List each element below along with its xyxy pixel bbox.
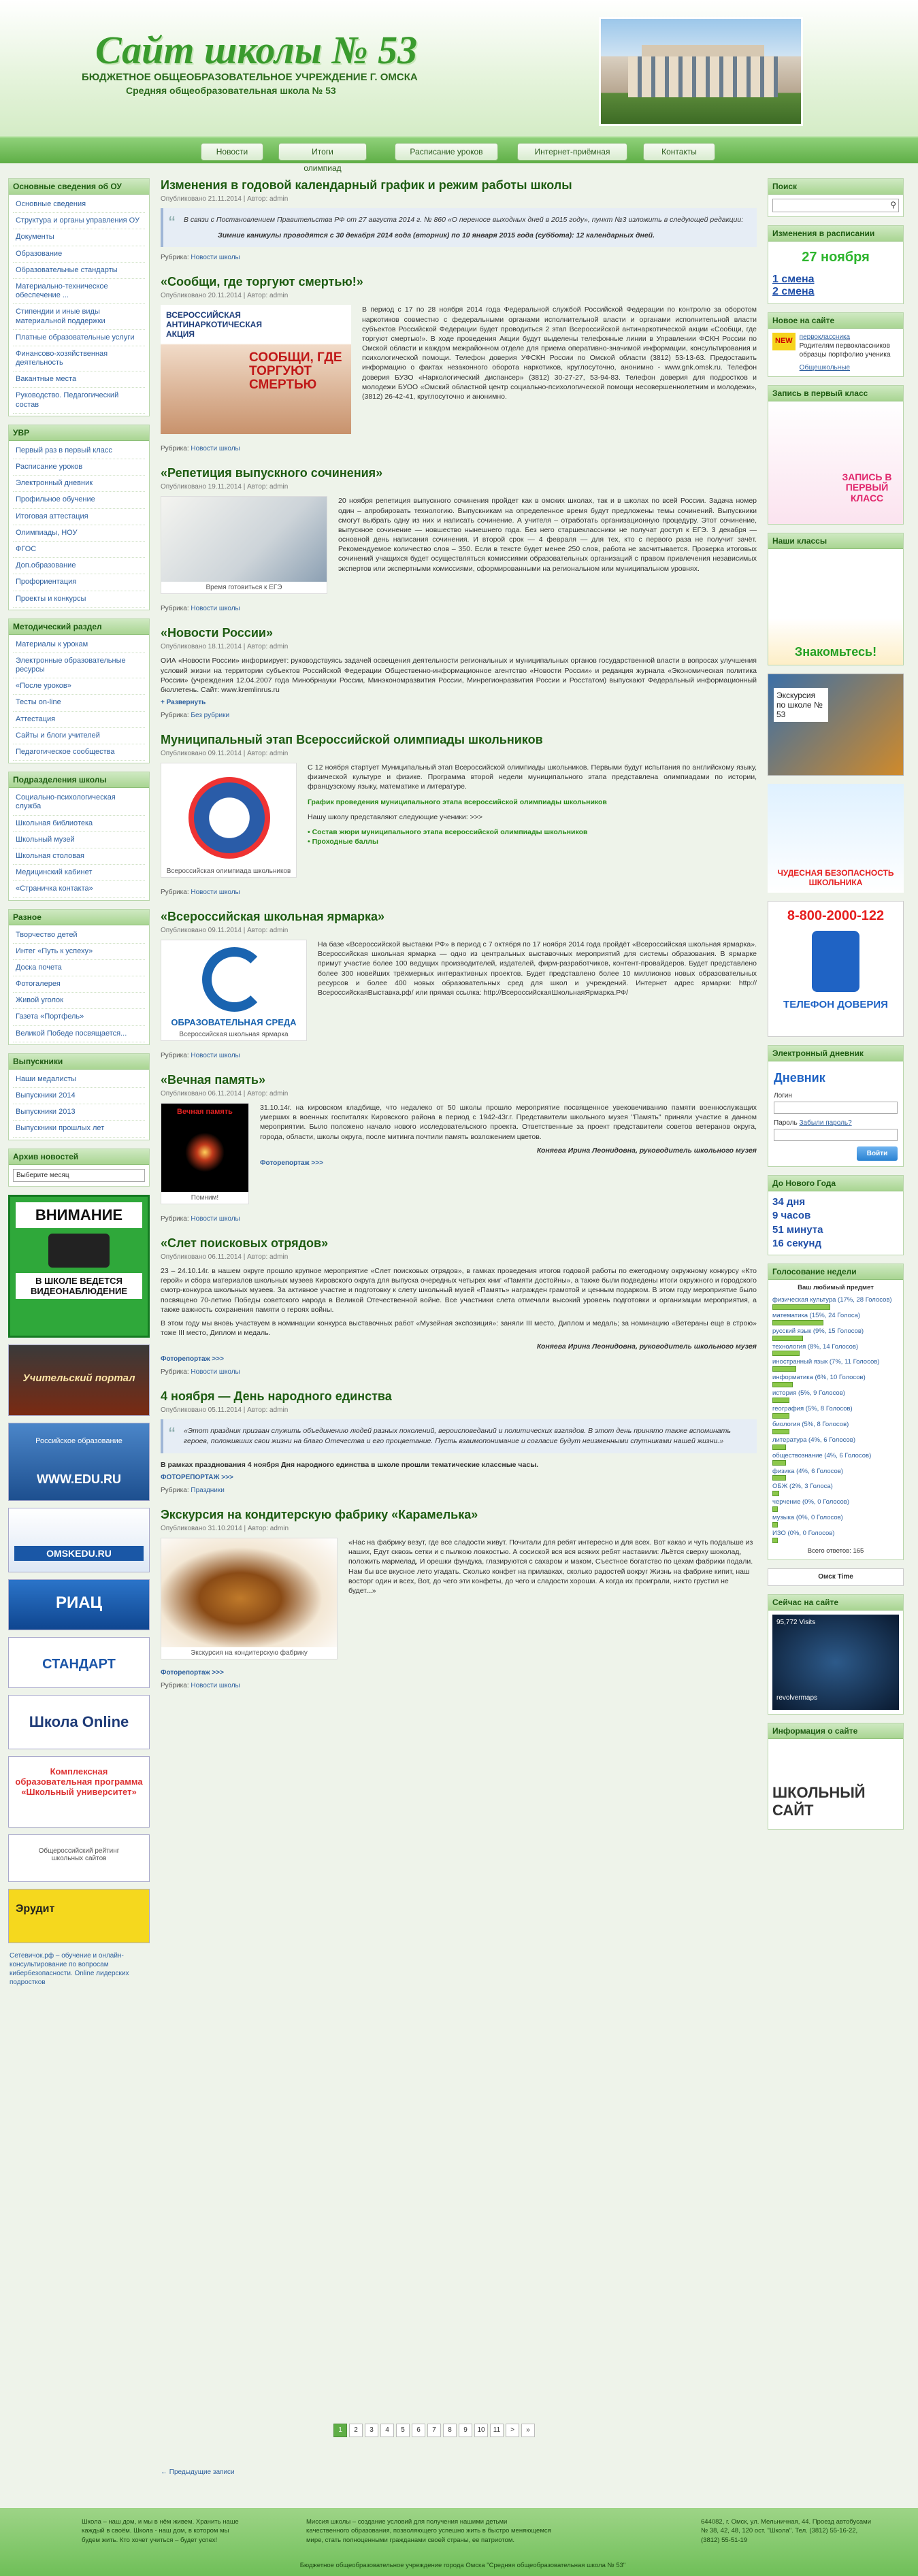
post-image[interactable]: Вечная память Помним!	[161, 1103, 249, 1204]
site-info-title: Информация о сайте	[768, 1723, 903, 1739]
menu-item[interactable]: Сайты и блоги учителей	[13, 728, 145, 744]
archive-title: Архив новостей	[9, 1149, 149, 1165]
post-title[interactable]: Муниципальный этап Всероссийской олимпиады школьников	[161, 733, 543, 747]
poll-option-bar	[772, 1351, 800, 1356]
poll-option-label: математика (15%, 24 Голоса)	[772, 1311, 861, 1319]
banner-rosobr-text: Российское образование	[35, 1436, 122, 1445]
menu-item[interactable]: Материально-техническое обеспечение ...	[13, 279, 145, 304]
poll-option-bar	[772, 1538, 778, 1543]
poll-option-label: ИЗО (0%, 0 Голосов)	[772, 1530, 835, 1537]
right-sidebar	[768, 178, 904, 1838]
post-rubric: Рубрика: Новости школы	[161, 605, 240, 613]
login-button[interactable]: Войти	[857, 1146, 898, 1161]
post-image[interactable]: ВСЕРОССИЙСКАЯ АНТИНАРКОТИЧЕСКАЯ АКЦИЯ СООБЩИ, ГДЕ ТОРГУЮТ СМЕРТЬЮ	[161, 305, 351, 434]
post-text-2: В этом году мы вновь участвуем в номинации конкурса выставочных работ «Музейная экспозиция»: заняли III место, Диплом и медаль; за номинацию «Ветераны еще в строю» тоже III место, Диплом и медаль.	[161, 1319, 757, 1338]
footer-mission: Миссия школы – создание условий для получения нашими детьми качественного образования, позволяющего успешно жить в быстро меняющемся мире, стать полноценными гражданами своей страны, ее патриотом.	[306, 2518, 551, 2544]
forgot-password-link[interactable]: Забыли пароль?	[799, 1119, 852, 1127]
countdown-seconds: 16 секунд	[772, 1237, 821, 1249]
search-box	[768, 178, 904, 217]
classes-title: Наши классы	[768, 533, 903, 549]
menu-item[interactable]: Финансово-хозяйственная деятельность	[13, 346, 145, 371]
menu-uvr-title: УВР	[9, 425, 149, 441]
poll-option-label: биология (5%, 8 Голосов)	[772, 1420, 849, 1428]
poll-option-bar	[772, 1444, 786, 1450]
post-text: ОИА «Новости России» информирует: руководствуясь задачей освещения деятельности региональных и муниципальных органов государственной власти в вопросах улучшения условий жизни на территории субъектов Российской Федерации Общественно-информационное агентство «Новости России» и редакция журнала «Экономическая политика России» (учреждения 12.04.2007 года Минобрнауки России, Минэкономразвития России, Минрегионразвития России и Росстатом) выпускают Федеральный информационный бюллетень. Сайт: www.kremlinrus.ru	[161, 657, 757, 694]
visitor-map[interactable]: 95,772 Visits revolvermaps	[772, 1615, 899, 1710]
post-text: «Нас на фабрику везут, где все сладости живут. Почитали для ребят интересно и для всех. Вот какао и чуть подальше из наших, Едут сквозь сетки и с пылкою ловкостью. А сосиской вся вся всяких ребят наставили: Льётся сверху шоколад, положить мармелад, И орешки фундука, глазируются с сахаром и маком, Съестное богатство по цехам фабрики подали. Нам бы все вкусное лето угадать. Сколько конфет на прилавках, сколько радостей вокруг Жизнь на фабрике кипит, наш восторг один и всех, Вот, до чего эти конфеты, до чего и сладости хороши. А когда их проиграли, никто грустил не будет...»	[348, 1538, 753, 1595]
diary-title: Электронный дневник	[768, 1046, 903, 1061]
new-year-title: До Нового Года	[768, 1176, 903, 1191]
banner-erudit-text: Эрудит	[16, 1902, 55, 1915]
post-meta: Опубликовано 09.11.2014 | Автор: admin	[161, 927, 289, 935]
photo-report-link[interactable]: Фоторепортаж >>>	[161, 1355, 224, 1364]
poll-option-bar	[772, 1398, 789, 1403]
post-text: В период с 17 по 28 ноября 2014 года Федеральной службой Российской Федерации по контролю за оборотом наркотиков совместно с федеральными органами исполнительной власти и органами исполнительной власти субъектов Российской Федерации будет проводиться 2 этап Всероссийской антинаркотической акции «Сообщи, где торгуют смертью!». В ходе проведения Акции будут выделены телефонные линии в Управлении ФСКН России по Омской области и каждом межрайонном отделе для приема оперативно-значимой информации, консультирования и психологической помощи. Телефон доверия УФСКН России по Омской области (3812) 53-13-63. Предоставить информацию о фактах незаконного оборота наркотиков, круглосуточно, анонимно - www.gnk.omsk.ru. Телефон доверия БУЗО «Наркологический диспансер» (3812) 30-27-27, 53-94-83. Телефон доверия для подростков и молодежи БУОО «Омский областной центр социально-психологической помощи несовершеннолетним и молодежи», (3812) 26-42-41, круглосуточно и анонимно.	[362, 306, 757, 401]
poll-option	[772, 1389, 899, 1403]
menu-item[interactable]: Электронный дневник	[13, 476, 145, 492]
poll-option-bar	[772, 1522, 778, 1528]
menu-item[interactable]: Платные образовательные услуги	[13, 330, 145, 346]
post-quote: “ В связи с Постановлением Правительства РФ от 27 августа 2014 г. № 860 «О переносе выходных дней в 2015 году», пункт №3 изложить в следующей редакции: Зимние каникулы проводятся с 30 декабря 2014 года (вторник) по 10 января 2015 года (суббота): 12 календарных дней.	[161, 208, 757, 247]
poll-option-label: обществознание (4%, 6 Голосов)	[772, 1451, 872, 1459]
post	[161, 1508, 757, 1689]
menu-item[interactable]: Материалы к урокам	[13, 637, 145, 653]
poll-option-label: музыка (0%, 0 Голосов)	[772, 1514, 843, 1522]
post-meta: Опубликовано 09.11.2014 | Автор: admin	[161, 750, 289, 758]
login-input[interactable]	[774, 1102, 898, 1114]
poll-option-bar	[772, 1366, 796, 1372]
poll-option-bar	[772, 1475, 786, 1481]
poll-title: Голосование недели	[768, 1264, 903, 1280]
education-logo-icon	[202, 947, 267, 1012]
menu-item[interactable]: Итоговая аттестация	[13, 509, 145, 525]
nav-contacts[interactable]: Контакты	[643, 143, 715, 161]
search-title: Поиск	[768, 179, 903, 195]
menu-item[interactable]: Руководство. Педагогический состав	[13, 388, 145, 413]
nav-news[interactable]: Новости	[201, 143, 263, 161]
post	[161, 275, 757, 452]
post-meta: Опубликовано 19.11.2014 | Автор: admin	[161, 483, 289, 491]
photo-report-link[interactable]: ФОТОРЕПОРТАЖ >>>	[161, 1473, 233, 1481]
site-footer	[0, 2508, 918, 2576]
site-info-box	[768, 1723, 904, 1830]
menu-item[interactable]: Школьный музей	[13, 832, 145, 848]
poll-option-label: ОБЖ (2%, 3 Голоса)	[772, 1483, 833, 1491]
menu-about-title: Основные сведения об ОУ	[9, 179, 149, 195]
olympiad-logo-icon	[188, 777, 270, 859]
classes-box	[768, 533, 904, 665]
search-icon[interactable]: ⚲	[890, 200, 896, 210]
page-link[interactable]: 10	[474, 2424, 488, 2437]
expand-link[interactable]: + Развернуть	[161, 699, 206, 707]
post-meta: Опубликовано 18.11.2014 | Автор: admin	[161, 643, 289, 651]
countdown-days: 34 дня	[772, 1196, 806, 1208]
schedule-shift-1[interactable]: 1 смена	[772, 274, 815, 285]
post-text-2: Нашу школу представляют следующие ученики: >>>	[308, 812, 483, 821]
post-rubric: Рубрика: Новости школы	[161, 889, 240, 897]
poll-option-bar	[772, 1336, 803, 1341]
banner-teacher[interactable]	[8, 1344, 150, 1416]
left-sidebar	[8, 178, 150, 1988]
post	[161, 1236, 757, 1376]
menu-item[interactable]: Проекты и конкурсы	[13, 591, 145, 608]
countdown-hours: 9 часов	[772, 1210, 811, 1222]
banner-riac[interactable]	[8, 1579, 150, 1630]
post-meta: Опубликовано 05.11.2014 | Автор: admin	[161, 1406, 289, 1415]
poll-option	[772, 1405, 899, 1419]
poll-option	[772, 1421, 899, 1434]
menu-about	[8, 178, 150, 416]
post-signature: Коняева Ирина Леонидовна, руководитель школьного музея	[536, 1342, 757, 1351]
new-year-box	[768, 1175, 904, 1255]
menu-item[interactable]: Выпускники прошлых лет	[13, 1121, 145, 1137]
page-link[interactable]: 6	[412, 2424, 425, 2437]
photo-report-link[interactable]: Фоторепортаж >>>	[260, 1159, 323, 1167]
new-item[interactable]: Родителям первоклассников	[799, 342, 890, 350]
banner-rosobr[interactable]	[8, 1423, 150, 1501]
menu-item[interactable]: «После уроков»	[13, 678, 145, 695]
post-image[interactable]: Время готовиться к ЕГЭ	[161, 496, 327, 594]
post-meta: Опубликовано 06.11.2014 | Автор: admin	[161, 1090, 289, 1098]
post-rubric: Рубрика: Новости школы	[161, 1215, 240, 1223]
post-title[interactable]: «Новости России»	[161, 626, 273, 640]
post	[161, 466, 757, 612]
password-input[interactable]	[774, 1129, 898, 1141]
menu-item[interactable]: Газета «Портфель»	[13, 1009, 145, 1025]
banner-edu-text: WWW.EDU.RU	[37, 1472, 121, 1486]
poll-option-label: иностранный язык (7%, 11 Голосов)	[772, 1358, 880, 1366]
poll-option-bar	[772, 1382, 793, 1387]
post	[161, 733, 757, 896]
menu-item[interactable]: Расписание уроков	[13, 459, 145, 476]
banner-erudit[interactable]	[8, 1889, 150, 1943]
poll-option-label: литература (4%, 6 Голосов)	[772, 1436, 856, 1444]
post-rubric: Рубрика: Новости школы	[161, 1681, 240, 1689]
menu-item[interactable]: Тесты on-line	[13, 695, 145, 711]
menu-item[interactable]: Педагогическое сообщества	[13, 744, 145, 761]
new-on-site-box	[768, 312, 904, 377]
safety-banner[interactable]: ЧУДЕСНАЯ БЕЗОПАСНОСТЬ ШКОЛЬНИКА	[768, 784, 904, 893]
school-building-photo	[599, 17, 803, 126]
post-link[interactable]: График проведения муниципального этапа всероссийской олимпиады школьников	[308, 797, 607, 806]
post-text: 20 ноября репетиция выпускного сочинения пройдет как в омских школах, так и в школах по всей России. Задача номер один – апробировать технологию. Выпускникам на определенное время будут предложены темы сочинений. Выпускники смогут выбрать одну из них и написать сочинение. А учителя – отработать организационную процедуру. Этот сочинение, выпускное сочинение — новшество нынешнего года. Без него старшеклассники не получат доступ к ЕГЭ. 3 декабря — основной день написания сочинения. И второй срок — 4 февраля — для тех, кто с первого раза не получит зачёт. Рекомендуемое количество слов – 350. Если в тексте будет менее 250 слов, работа не засчитывается. Проверка итоговых сочинений учащихся будет осуществляться комиссиями образовательных организаций с правом привлечения независимых экспертов или экспертными комиссиями, сформированными на региональном или муниципальном уровнях.	[338, 497, 757, 573]
banner-rating[interactable]	[8, 1834, 150, 1882]
diary-brand: Дневник	[774, 1071, 825, 1085]
password-label: Пароль	[774, 1119, 798, 1127]
menu-item[interactable]: Структура и органы управления ОУ	[13, 213, 145, 229]
poll-option-bar	[772, 1506, 778, 1512]
poll-option	[772, 1358, 899, 1372]
menu-item[interactable]: ФГОС	[13, 542, 145, 558]
menu-item[interactable]: Доска почета	[13, 960, 145, 976]
menu-divisions	[8, 772, 150, 900]
post-title[interactable]: «Сообщи, где торгуют смертью!»	[161, 275, 363, 289]
poll-option	[772, 1468, 899, 1481]
menu-item[interactable]: «Страничка контакта»	[13, 881, 145, 897]
banner-video[interactable]	[8, 1195, 150, 1338]
post	[161, 1389, 757, 1494]
main-content	[161, 178, 757, 1703]
prev-posts-link[interactable]: ← Предыдущие записи	[161, 2468, 235, 2476]
omsk-time-widget[interactable]: Омск Time	[768, 1568, 904, 1586]
poll-option-bar	[772, 1429, 789, 1434]
post-link[interactable]: • Проходные баллы	[308, 838, 378, 846]
menu-item[interactable]: Творчество детей	[13, 927, 145, 944]
menu-divisions-title: Подразделения школы	[9, 772, 149, 788]
archive-box	[8, 1149, 150, 1187]
menu-method-title: Методический раздел	[9, 619, 149, 635]
banner-online-text: Школа Online	[29, 1713, 129, 1730]
menu-item[interactable]: Профильное обучение	[13, 492, 145, 508]
post-image[interactable]: Всероссийская олимпиада школьников	[161, 763, 297, 878]
excursion-banner[interactable]: Экскурсия по школе № 53	[768, 674, 904, 776]
post-quote: “ «Этот праздник призван служить объединению людей разных поколений, вероисповеданий и политических взглядов. В этот день принято также вспоминать героев, положивших свои жизни на благо Отечества и его процветание. Пусть взаимопонимание и согласие будут неизменными спутниками нашей жизни.»	[161, 1419, 757, 1453]
page-last[interactable]: »	[521, 2424, 535, 2437]
poll-option	[772, 1452, 899, 1466]
menu-item[interactable]: Стипендии и иные виды материальной поддержки	[13, 304, 145, 329]
trust-phone-banner[interactable]: 8-800-2000-122 ТЕЛЕФОН ДОВЕРИЯ	[768, 901, 904, 1037]
post-image[interactable]: Экскурсия на кондитерскую фабрику	[161, 1538, 338, 1659]
banner-online[interactable]	[8, 1695, 150, 1749]
banner-omskedu[interactable]	[8, 1508, 150, 1572]
menu-item[interactable]: Олимпиады, НОУ	[13, 525, 145, 542]
schedule-changes-box	[768, 225, 904, 304]
footer-motto: Школа – наш дом, и мы в нём живем. Хранить наше каждый в своём. Школа - наш дом, в котором мы будем жить. Кто хочет учиться – будет успех!	[82, 2518, 239, 2544]
post-meta: Опубликовано 20.11.2014 | Автор: admin	[161, 292, 289, 300]
post-title[interactable]: Изменения в годовой календарный график и режим работы школы	[161, 178, 572, 192]
enroll-title: Запись в первый класс	[768, 386, 903, 401]
countdown-minutes: 51 минута	[772, 1223, 823, 1236]
banner-fgos-text: СТАНДАРТ	[42, 1656, 116, 1672]
post-text: 31.10.14г. на кировском кладбище, что недалеко от 50 школы прошло мероприятие посвященное увековечиванию памяти военнослужащих умерших в военных госпиталях Кировского района в период с 1942-43г.г. Представители школьного музея "Память" приняли участие в данном мероприятии. Было положено начало нового исследовательского проекта. Ответственные за проект представители советов ветеранов округа, города, области, школы округа, после митинга почтили память возложением цветов.	[260, 1104, 757, 1141]
poll-option	[772, 1374, 899, 1387]
classes-banner[interactable]: Знакомьтесь!	[768, 549, 903, 665]
page-link[interactable]: 2	[349, 2424, 363, 2437]
menu-item[interactable]: Доп.образование	[13, 558, 145, 574]
nav-schedule[interactable]: Расписание уроков	[395, 143, 498, 161]
page-link[interactable]: 5	[396, 2424, 410, 2437]
menu-item[interactable]: Профориентация	[13, 574, 145, 591]
post	[161, 626, 757, 719]
footer-copyright: Бюджетное общеобразовательное учреждение города Омска "Средняя общеобразовательная школа № 53"	[299, 2562, 626, 2569]
enroll-banner[interactable]: ЗАПИСЬ В ПЕРВЫЙ КЛАСС	[768, 401, 903, 524]
post-title[interactable]: «Всероссийская школьная ярмарка»	[161, 910, 385, 924]
menu-item[interactable]: Электронные образовательные ресурсы	[13, 653, 145, 678]
menu-item[interactable]: Фотогалерея	[13, 976, 145, 993]
photo-report-link[interactable]: Фоторепортаж >>>	[161, 1668, 224, 1677]
search-input[interactable]	[772, 199, 899, 212]
banner-rating-text: Общероссийский рейтинг школьных сайтов	[38, 1847, 120, 1862]
menu-misc-title: Разное	[9, 910, 149, 925]
poll-option-label: физическая культура (17%, 28 Голосов)	[772, 1295, 892, 1304]
post-text: 23 – 24.10.14г. в нашем округе прошло крупное мероприятие «Слет поисковых отрядов», в rамках проведения итогов годовой работы по ежегодному окружному конкурсу «Кто герой» и сбора материалов школьных музеев Кировского округа для выпуска очередных четырех книг «Памяти достойны», а также были подведены итоги окружного и городского смотр-конкурса школьных музеев. За активное участие и подготовку к слету школьный музей «Память» награжден грамотой и ценным подарком. В этом году мероприятие было посвящено 70-летию Победы советского народа в Великой Отечественной войне. Все участники слета отмечали высокий уровень подготовки и организации мероприятия, а также важность сохранения памяти о героях войны.	[161, 1267, 757, 1314]
poll-box	[768, 1264, 904, 1560]
enroll-box	[768, 385, 904, 525]
menu-item[interactable]: Основные сведения	[13, 197, 145, 213]
online-box	[768, 1594, 904, 1715]
camera-icon	[48, 1234, 110, 1268]
poll-option	[772, 1312, 899, 1325]
page-next[interactable]: >	[506, 2424, 519, 2437]
site-subtitle: БЮДЖЕТНОЕ ОБЩЕОБРАЗОВАТЕЛЬНОЕ УЧРЕЖДЕНИЕ Г. ОМСКА	[82, 71, 418, 83]
site-title[interactable]: Сайт школы № 53	[95, 28, 418, 72]
post-rubric: Рубрика: Без рубрики	[161, 712, 230, 720]
pagination	[333, 2424, 535, 2437]
post-text: В рамках празднования 4 ноября Дня народного единства в школе прошли тематические классные часы.	[161, 1460, 539, 1469]
new-on-site-title: Новое на сайте	[768, 313, 903, 329]
menu-graduates-title: Выпускники	[9, 1054, 149, 1070]
post-signature: Коняева Ирина Леонидовна, руководитель школьного музея	[536, 1146, 757, 1155]
poll-option	[772, 1436, 899, 1450]
post-image[interactable]: ОБРАЗОВАТЕЛЬНАЯ СРЕДА Всероссийская школьная ярмарка	[161, 940, 307, 1041]
page-link[interactable]: 11	[490, 2424, 504, 2437]
poll-option	[772, 1498, 899, 1512]
poll-option-bar	[772, 1304, 830, 1310]
menu-item[interactable]: Образовательные стандарты	[13, 263, 145, 279]
poll-option-label: география (5%, 8 Голосов)	[772, 1405, 853, 1413]
menu-item[interactable]: Школьная столовая	[13, 848, 145, 865]
new-item[interactable]: Общешкольные	[799, 364, 851, 371]
diary-box	[768, 1045, 904, 1167]
post	[161, 178, 757, 261]
new-item[interactable]: образцы портфолио ученика	[799, 351, 891, 359]
poll-option-label: информатика (6%, 10 Голосов)	[772, 1374, 866, 1382]
post-title[interactable]: «Вечная память»	[161, 1073, 266, 1087]
menu-item[interactable]: Социально-психологическая служба	[13, 790, 145, 815]
poll-option-label: русский язык (9%, 15 Голосов)	[772, 1327, 864, 1335]
poll-option	[772, 1514, 899, 1528]
post-title[interactable]: Экскурсия на кондитерскую фабрику «Карамелька»	[161, 1507, 478, 1521]
post-rubric: Рубрика: Новости школы	[161, 1368, 240, 1376]
page-link[interactable]: 8	[443, 2424, 457, 2437]
poll-option-bar	[772, 1460, 786, 1466]
page-link[interactable]: 1	[333, 2424, 347, 2437]
nav-olympiads[interactable]: Итоги олимпиад	[278, 143, 367, 161]
poll-option-label: черчение (0%, 0 Голосов)	[772, 1498, 849, 1506]
banner-omskedu-text: OMSKEDU.RU	[14, 1546, 144, 1561]
menu-item[interactable]: Выпускники 2013	[13, 1104, 145, 1121]
menu-item[interactable]: Аттестация	[13, 712, 145, 728]
nav-reception[interactable]: Интернет-приёмная	[517, 143, 627, 161]
site-info-banner[interactable]: ШКОЛЬНЫЙ САЙТ	[772, 1783, 866, 1819]
menu-item[interactable]: Выпускники 2014	[13, 1088, 145, 1104]
post-rubric: Рубрика: Праздники	[161, 1486, 225, 1494]
page-link[interactable]: 4	[380, 2424, 394, 2437]
banner-riac-text: РИАЦ	[55, 1593, 103, 1612]
poll-option-bar	[772, 1320, 823, 1325]
footer-address: 644082, г. Омск, ул. Мельничная, 44. Проезд автобусами № 38, 42, 48, 120 ост. "Школа". Тел. (3812) 55-16-22, (3812) 55-51-19	[701, 2518, 872, 2544]
menu-item[interactable]: Наши медалисты	[13, 1072, 145, 1088]
menu-method	[8, 618, 150, 764]
online-title: Сейчас на сайте	[768, 1595, 903, 1611]
banner-fgos[interactable]	[8, 1637, 150, 1688]
poll-total: Всего ответов: 165	[807, 1547, 864, 1555]
post-meta: Опубликовано 21.11.2014 | Автор: admin	[161, 195, 289, 203]
menu-item[interactable]: Документы	[13, 229, 145, 246]
menu-item[interactable]: Интег «Путь к успеху»	[13, 944, 145, 960]
banner-setevichok[interactable]: Сетевичок.рф – обучение и онлайн-консультирование по вопросам кибербезопасности. Online лидерских подростков	[10, 1951, 129, 1986]
menu-graduates	[8, 1053, 150, 1140]
post-text: На базе «Всероссийской выставки РФ» в период с 7 октября по 17 ноября 2014 года пройдёт «Всероссийская школьная ярмарка». Всероссийская школьная ярмарка — одно из центральных выставочных мероприятий для системы образования. В ярмарке примут участие более 100 ведущих производителей, издателей, фирм-разработчиков, контент-провайдеров. Будет представлено более 300 новейших трёхмерных интерактивных проектов. Будет представлено более 10 миллионов новых образовательных ресурсов и более 400 новых образовательных сред для школ и учреждений. Интернет адрес ярмарки: http://ВсероссийскаяВыставка.рф/ или прямая ссылка: http://ВсероссийскаяШкольнаяЯрмарка.РФ/	[318, 940, 757, 997]
menu-misc	[8, 909, 150, 1045]
banner-university-text: Комплексная образовательная программа «Школьный университет»	[15, 1766, 143, 1797]
post-rubric: Рубрика: Новости школы	[161, 1052, 240, 1060]
menu-item[interactable]: Образование	[13, 246, 145, 263]
new-badge: NEW	[772, 333, 796, 350]
poll-option-bar	[772, 1491, 779, 1496]
banner-video-text: ВНИМАНИЕ	[16, 1202, 142, 1228]
post-title[interactable]: «Слет поисковых отрядов»	[161, 1236, 329, 1251]
menu-item[interactable]: Живой уголок	[13, 993, 145, 1009]
post-title[interactable]: «Репетиция выпускного сочинения»	[161, 466, 383, 480]
site-subtitle-2: Средняя общеобразовательная школа № 53	[126, 85, 336, 96]
main-nav	[0, 136, 918, 173]
post-link[interactable]: • Состав жюри муниципального этапа всероссийской олимпиады школьников	[308, 827, 588, 836]
page-link[interactable]: 9	[459, 2424, 472, 2437]
schedule-changes-title: Изменения в расписании	[768, 226, 903, 242]
poll-option	[772, 1530, 899, 1543]
archive-select[interactable]: Выберите месяц	[13, 1169, 145, 1182]
login-label: Логин	[774, 1092, 792, 1100]
post-rubric: Рубрика: Новости школы	[161, 254, 240, 262]
poll-option-bar	[772, 1413, 789, 1419]
poll-question: Ваш любимый предмет	[798, 1284, 874, 1291]
page-link[interactable]: 7	[427, 2424, 441, 2437]
site-header	[0, 0, 918, 136]
post-text: С 12 ноября стартует Муниципальный этап Всероссийской олимпиады школьников. Первыми будут испытания по английскому языку, физической культуре и физике. Программа второй недели муниципального этапа представлена олимпиадами по истории, французскому языку, математике и литературе.	[308, 763, 757, 791]
menu-uvr	[8, 425, 150, 610]
post	[161, 1073, 757, 1223]
schedule-date: 27 ноября	[802, 250, 870, 265]
menu-item[interactable]: Вакантные места	[13, 371, 145, 388]
poll-option	[772, 1327, 899, 1341]
post-title[interactable]: 4 ноября — День народного единства	[161, 1389, 392, 1404]
post-meta: Опубликовано 06.11.2014 | Автор: admin	[161, 1253, 289, 1261]
post-meta: Опубликовано 31.10.2014 | Автор: admin	[161, 1524, 289, 1532]
menu-item[interactable]: Великой Победе посвящается...	[13, 1026, 145, 1042]
menu-item[interactable]: Первый раз в первый класс	[13, 443, 145, 459]
schedule-shift-2[interactable]: 2 смена	[772, 286, 815, 297]
post	[161, 910, 757, 1059]
poll-option-label: история (5%, 9 Голосов)	[772, 1389, 845, 1398]
poll-option-label: физика (4%, 6 Голосов)	[772, 1467, 844, 1475]
banner-university[interactable]	[8, 1756, 150, 1828]
poll-option	[772, 1483, 899, 1496]
post-rubric: Рубрика: Новости школы	[161, 445, 240, 453]
poll-option-label: технология (8%, 14 Голосов)	[772, 1342, 859, 1351]
phone-hand-icon	[812, 931, 859, 992]
poll-option	[772, 1343, 899, 1357]
banner-teacher-text: Учительский портал	[22, 1372, 135, 1384]
menu-item[interactable]: Школьная библиотека	[13, 816, 145, 832]
menu-item[interactable]: Медицинский кабинет	[13, 865, 145, 881]
page-link[interactable]: 3	[365, 2424, 378, 2437]
new-item[interactable]: первоклассника	[799, 333, 851, 341]
banner-video-text-2: В ШКОЛЕ ВЕДЕТСЯ ВИДЕОНАБЛЮДЕНИЕ	[16, 1273, 142, 1299]
poll-option	[772, 1296, 899, 1310]
